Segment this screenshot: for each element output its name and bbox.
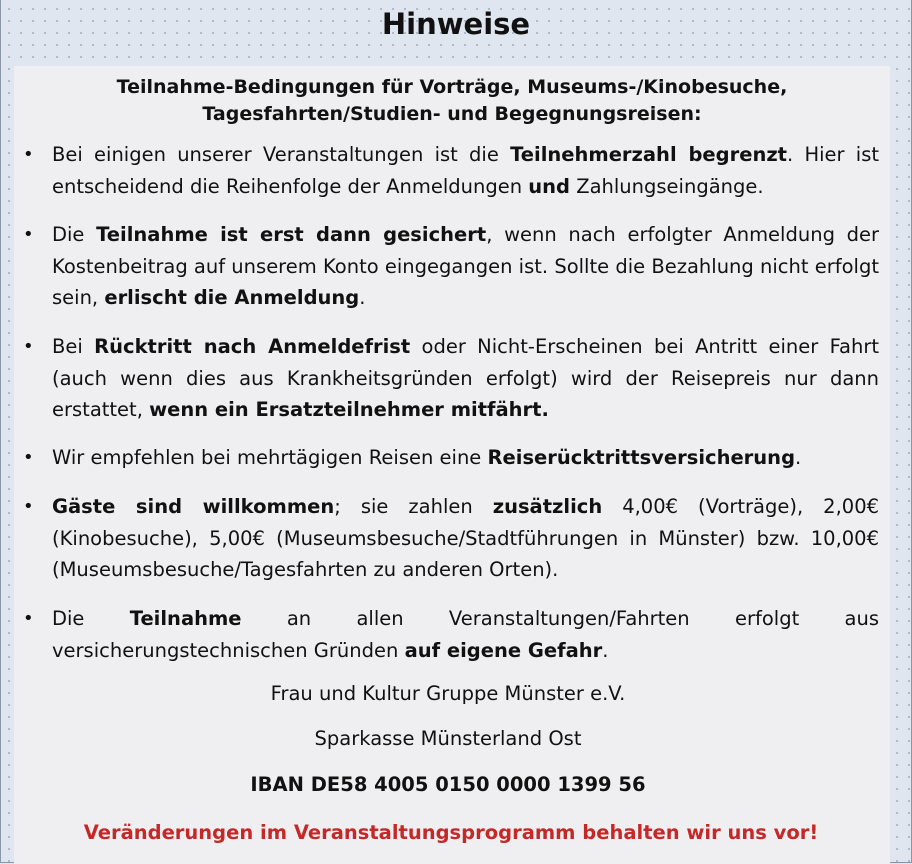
text-segment: oder Nicht-Erscheinen bei Antritt einer Fahrt (auch wenn dies aus Krankheitsgründen erfolgt) wird der Reisepreis nur dann erstattet, [52, 335, 879, 421]
bullet-icon: • [23, 224, 34, 245]
bold-segment: auf eigene Gefahr [404, 638, 603, 662]
bold-segment: erlischt die Anmeldung [104, 286, 360, 309]
text-segment: ; sie zahlen [334, 495, 493, 518]
bullet-icon: • [23, 447, 34, 468]
text-segment: Bei einigen unserer Veranstaltungen ist die [52, 143, 511, 166]
text-segment: . [602, 638, 609, 662]
bullet-icon: • [23, 336, 34, 357]
conditions-heading-line-2: Tagesfahrten/Studien- und Begegnungsreisen: [202, 103, 702, 125]
text-segment: . Hier ist entscheidend die Reihenfolge der Anmeldungen [52, 143, 880, 198]
bold-segment: wenn ein Ersatzteilnehmer mitfährt. [149, 398, 549, 421]
list-item [23, 331, 879, 426]
bold-segment: und [528, 174, 571, 198]
iban: IBAN DE58 4005 0150 0000 1399 56 [250, 773, 646, 796]
text-segment: an allen Veranstaltungen/Fahrten erfolgt aus [241, 607, 879, 630]
page-title: Hinweise [381, 7, 531, 41]
bold-segment: Rücktritt nach Anmeldefrist [94, 335, 411, 358]
bullet-line-1 [52, 603, 879, 635]
bullet-icon: • [23, 496, 34, 517]
text-segment: . [795, 446, 802, 469]
bold-segment: Gäste sind willkommen [52, 495, 335, 518]
text-segment: Die [52, 223, 97, 246]
bold-segment: zusätzlich [492, 495, 603, 518]
bullet-icon: • [23, 608, 34, 629]
text-segment: Wir empfehlen bei mehrtägigen Reisen eine [52, 446, 488, 469]
bullet-icon: • [23, 144, 34, 165]
bold-segment: Reiserücktrittsversicherung [487, 446, 796, 469]
conditions-heading-line-1: Teilnahme-Bedingungen für Vorträge, Museums-/Kinobesuche, [116, 76, 788, 98]
text-segment: Bei [52, 335, 95, 358]
bold-segment: Teilnehmerzahl begrenzt [510, 143, 787, 166]
list-item [23, 219, 879, 314]
bold-segment: Teilnahme [129, 607, 242, 630]
list-item [23, 442, 879, 474]
bold-segment: Teilnahme ist erst dann gesichert [96, 223, 487, 246]
program-change-notice: Veränderungen im Veranstaltungsprogramm behalten wir uns vor! [83, 821, 819, 844]
text-segment: . [359, 286, 366, 309]
organization-name: Frau und Kultur Gruppe Münster e.V. [270, 682, 626, 705]
text-segment: , wenn nach erfolgter Anmeldung der Kostenbeitrag auf unserem Konto eingegangen ist. Sollte die Bezahlung nicht erfolgt sein, [52, 223, 879, 309]
text-segment: Die [52, 607, 130, 630]
text-segment: Zahlungseingänge. [570, 174, 764, 198]
text-segment: versicherungstechnischen Gründen [52, 638, 405, 662]
list-item [23, 491, 880, 586]
bullet-line-2 [52, 635, 879, 667]
list-item [23, 139, 880, 202]
conditions-heading [0, 74, 904, 128]
text-segment: 4,00€ (Vorträge), 2,00€ (Kinobesuche), 5,00€ (Museumsbesuche/Stadtführungen in Münster) bzw. 10,00€ (Museumsbesuche/Tagesfahrten zu anderen Orten). [52, 495, 880, 581]
bank-name: Sparkasse Münsterland Ost [314, 727, 582, 750]
list-item [23, 603, 879, 666]
